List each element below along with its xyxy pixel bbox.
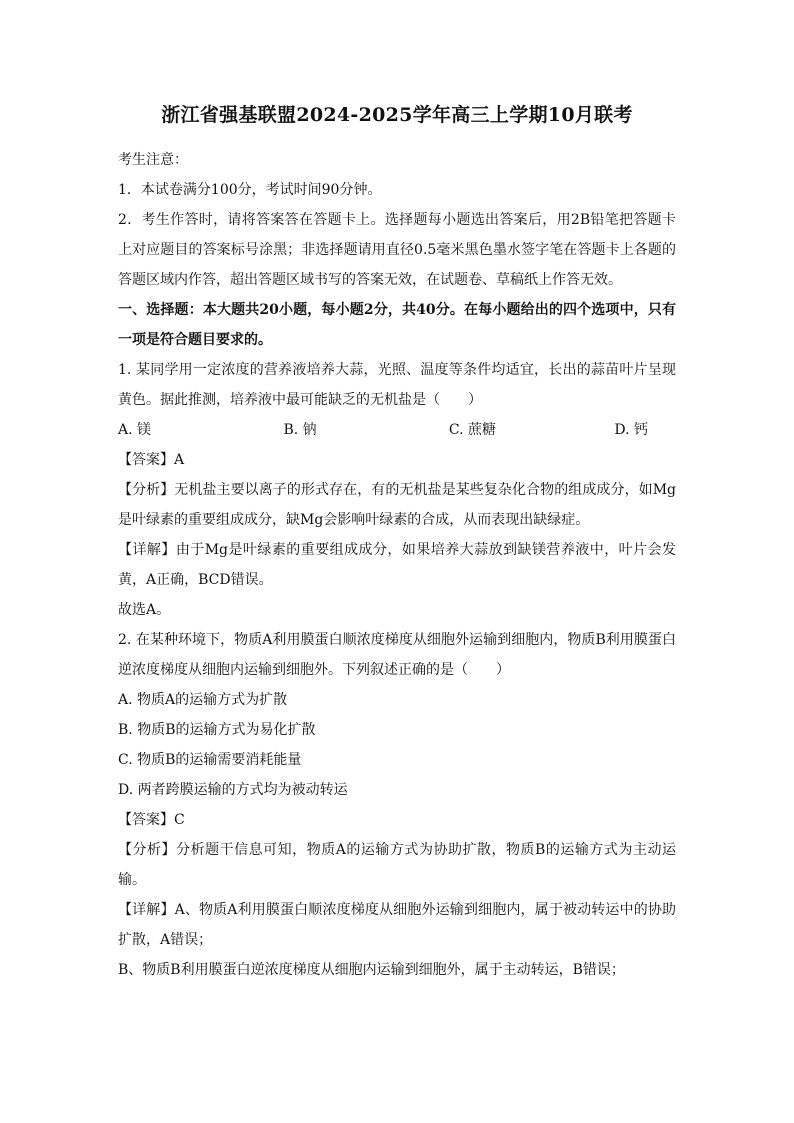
- option-row: [118, 415, 676, 445]
- option-a: A. 镁: [118, 422, 152, 438]
- analysis-label: 【分析】: [118, 482, 175, 498]
- question-1: [118, 355, 676, 625]
- analysis-text: 无机盐主要以离子的形式存在，有的无机盐是某些复杂化合物的组成成分，如Mg是叶绿素的重要组成成分，缺Mg会影响叶绿素的合成，从而表现出缺绿症。: [118, 482, 677, 528]
- option-a: A. 物质A的运输方式为扩散: [118, 692, 288, 708]
- option-b: B. 物质B的运输方式为易化扩散: [118, 722, 316, 738]
- detail-block-2: B、物质B利用膜蛋白逆浓度梯度从细胞内运输到细胞外，属于主动转运，B错误；: [118, 962, 625, 978]
- notice-item-2: 2．考生作答时，请将答案答在答题卡上。选择题每小题选出答案后，用2B铅笔把答题卡上对应题目的答案标号涂黑；非选择题请用直径0.5毫米黑色墨水签字笔在答题卡上各题的答题区域内作答，超出答题区域书写的答案无效，在试题卷、草稿纸上作答无效。: [118, 212, 676, 288]
- question-2: [118, 625, 676, 985]
- answer-label: 【答案】: [118, 812, 174, 828]
- option-d: D. 钙: [614, 422, 648, 438]
- page-title: 浙江省强基联盟2024-2025学年高三上学期10月联考: [161, 104, 633, 126]
- analysis-label: 【分析】: [118, 842, 177, 858]
- detail-text: 由于Mg是叶绿素的重要组成成分，如果培养大蒜放到缺镁营养液中，叶片会发黄，A正确，BCD错误。: [118, 542, 677, 588]
- conclusion-line: 故选A。: [118, 602, 171, 618]
- answer-line: [118, 445, 676, 475]
- notice-item-1: 1．本试卷满分100分，考试时间90分钟。: [118, 182, 382, 198]
- question-stem: 1. 某同学用一定浓度的营养液培养大蒜，光照、温度等条件均适宜，长出的蒜苗叶片呈现黄色。据此推测，培养液中最可能缺乏的无机盐是（ ）: [118, 362, 676, 408]
- analysis-block: [118, 835, 676, 895]
- detail-text: A、物质A利用膜蛋白顺浓度梯度从细胞外运输到细胞内，属于被动转运中的协助扩散，A错误；: [118, 902, 677, 948]
- detail-label: 【详解】: [118, 902, 175, 918]
- detail-block: [118, 535, 676, 595]
- notice-heading: 考生注意：: [118, 152, 188, 168]
- analysis-text: 分析题干信息可知，物质A的运输方式为协助扩散，物质B的运输方式为主动运输。: [118, 842, 676, 888]
- answer-value: A: [174, 452, 185, 468]
- question-stem: 2. 在某种环境下，物质A利用膜蛋白顺浓度梯度从细胞外运输到细胞内，物质B利用膜蛋白逆浓度梯度从细胞内运输到细胞外。下列叙述正确的是（ ）: [118, 632, 676, 678]
- answer-value: C: [174, 812, 185, 828]
- option-c: C. 蔗糖: [448, 422, 497, 438]
- option-b: B. 钠: [283, 422, 317, 438]
- analysis-block: [118, 475, 676, 535]
- section-heading: 一、选择题：本大题共20小题，每小题2分，共40分。在每小题给出的四个选项中，只有一项是符合题目要求的。: [118, 302, 676, 348]
- option-c: C. 物质B的运输需要消耗能量: [118, 752, 302, 768]
- detail-label: 【详解】: [118, 542, 176, 558]
- answer-line: [118, 805, 676, 835]
- option-d: D. 两者跨膜运输的方式均为被动转运: [118, 782, 348, 798]
- answer-label: 【答案】: [118, 452, 174, 468]
- detail-block: [118, 895, 676, 955]
